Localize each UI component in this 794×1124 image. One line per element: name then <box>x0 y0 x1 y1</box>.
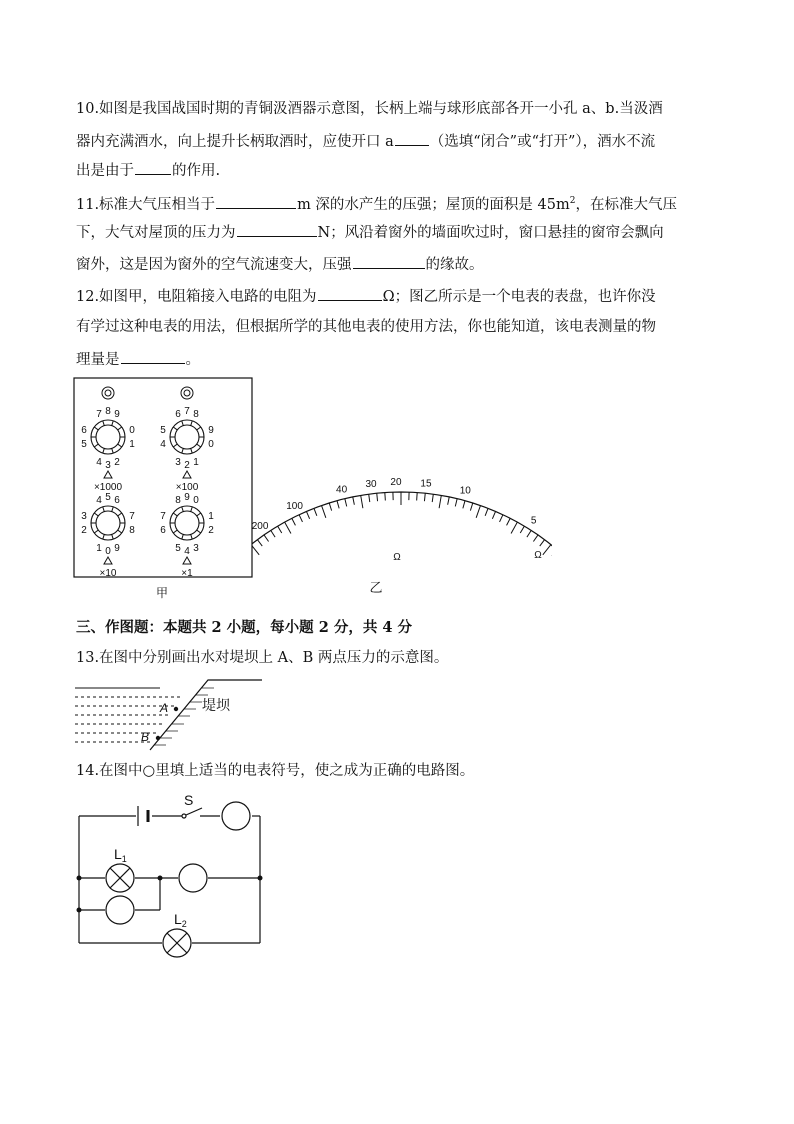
dial-digit: 3 <box>81 511 87 522</box>
dial-digit: 1 <box>96 543 102 554</box>
dial-knob <box>81 492 135 579</box>
terminal-left-icon <box>102 387 114 399</box>
dial-digit: 2 <box>81 525 87 536</box>
scale-tick <box>492 511 495 518</box>
scale-tick <box>278 526 282 533</box>
answer-blank[interactable] <box>318 286 382 301</box>
point-b-marker <box>156 736 160 740</box>
dial-knob <box>81 406 135 493</box>
battery-icon <box>138 806 148 826</box>
dial-multiplier: ×1000 <box>93 482 123 493</box>
scale-label: 30 <box>365 478 377 490</box>
scale-label: 20 <box>390 477 402 489</box>
pointer-triangle-icon <box>104 471 112 478</box>
answer-blank[interactable] <box>395 131 429 146</box>
dial-digit: 2 <box>184 460 190 471</box>
dial-digit: 0 <box>105 546 111 557</box>
dial-digit: 4 <box>160 439 166 450</box>
scale-tick <box>543 545 551 555</box>
lamp-l2-label: $L_2$ <box>174 911 187 929</box>
scale-tick <box>432 494 433 502</box>
answer-blank[interactable] <box>216 194 296 209</box>
meter-slot-middle[interactable] <box>179 864 207 892</box>
scale-tick <box>448 497 450 505</box>
q14-text: 14.在图中○里填上适当的电表符号，使之成为正确的电路图。 <box>76 763 475 779</box>
scale-tick <box>533 535 538 542</box>
terminal-right-icon <box>181 387 193 399</box>
lamp-l2-icon <box>163 929 191 957</box>
dial-knob <box>160 406 214 493</box>
dial-digit: 2 <box>114 457 120 468</box>
pointer-triangle-icon <box>183 557 191 564</box>
scale-tick <box>511 522 517 533</box>
scale-tick <box>345 499 347 507</box>
scale-tick <box>329 503 331 511</box>
dial-knob <box>160 492 214 579</box>
ohmmeter-dial-figure <box>252 470 552 610</box>
dial-digit: 8 <box>105 406 111 417</box>
lamp-l1-icon <box>106 864 134 892</box>
scale-tick <box>361 495 363 508</box>
dial-digit: 5 <box>175 543 181 554</box>
scale-tick <box>353 497 355 505</box>
scale-tick <box>507 518 511 525</box>
scale-tick <box>369 494 370 502</box>
point-a-marker <box>174 707 178 711</box>
figure-caption-jia: 甲 <box>155 586 169 600</box>
scale-tick <box>476 506 480 518</box>
unit-ohm-right: Ω <box>534 550 542 561</box>
unit-ohm-center: Ω <box>393 552 401 563</box>
dial-digit: 4 <box>184 546 190 557</box>
scale-label: 40 <box>336 484 348 496</box>
scale-tick <box>500 515 503 522</box>
dial-digit: 8 <box>193 409 199 420</box>
dial-digit: 0 <box>193 495 199 506</box>
q12-line2: 有学过这种电表的用法，但根据所学的其他电表的使用方法，你也能知道，该电表测量的物 <box>76 319 656 335</box>
scale-tick <box>385 493 386 501</box>
pointer-triangle-icon <box>183 471 191 478</box>
answer-blank[interactable] <box>135 160 171 175</box>
scale-tick <box>417 493 418 501</box>
dial-digit: 4 <box>96 457 102 468</box>
circuit-figure <box>70 788 270 968</box>
point-a-label: A <box>160 701 169 715</box>
dial-digit: 9 <box>208 425 214 436</box>
scale-tick <box>314 508 317 515</box>
scale-tick <box>377 493 378 501</box>
q13-text: 13.在图中分别画出水对堤坝上 A、B 两点压力的示意图。 <box>76 650 449 666</box>
scale-label: 15 <box>420 478 432 490</box>
scale-tick <box>337 501 339 509</box>
meter-slot-top[interactable] <box>222 802 250 830</box>
dial-multiplier: ×10 <box>99 568 117 579</box>
scale-tick <box>257 540 262 546</box>
dam-label: 堤坝 <box>202 697 230 713</box>
dam-figure <box>72 672 272 756</box>
q10-line3: 出是由于 的作用. <box>76 160 220 181</box>
scale-tick <box>540 540 545 546</box>
dial-digit: 1 <box>208 511 214 522</box>
scale-tick <box>292 518 296 525</box>
answer-blank[interactable] <box>121 349 185 364</box>
switch-icon <box>182 808 202 818</box>
scale-label: 200 <box>252 521 269 533</box>
q10-line1: 10.如图是我国战国时期的青铜汲酒器示意图，长柄上端与球形底部各开一小孔 a、b.当汲酒 <box>76 101 663 117</box>
dial-digit: 3 <box>193 543 199 554</box>
scale-tick <box>470 503 472 511</box>
scale-tick <box>463 501 465 509</box>
scale-label: 100 <box>286 501 303 513</box>
dial-digit: 7 <box>129 511 135 522</box>
scale-tick <box>285 522 291 533</box>
q11-line1: 11.标准大气压相当于 m 深的水产生的压强；屋顶的面积是 $45m^2$，在标准大气压 <box>76 191 677 215</box>
lamp-l1-label: $L_1$ <box>114 846 127 864</box>
dial-digit: 9 <box>114 543 120 554</box>
section-heading: 三、作图题：本题共 2 小题，每小题 2 分，共 4 分 <box>76 619 413 636</box>
dial-digit: 6 <box>81 425 87 436</box>
scale-tick <box>485 508 488 515</box>
switch-label: S <box>184 792 194 808</box>
scale-tick <box>439 495 441 508</box>
dial-digit: 9 <box>114 409 120 420</box>
dial-digit: 6 <box>114 495 120 506</box>
dial-digit: 0 <box>129 425 135 436</box>
q10-line2: 器内充满酒水，向上提升长柄取酒时，应使开口 a （选填“闭合”或“打开”），酒水不流 <box>76 131 655 152</box>
dial-digit: 3 <box>175 457 181 468</box>
dial-digit: 8 <box>175 495 181 506</box>
scale-label: 10 <box>459 485 471 497</box>
dial-digit: 7 <box>96 409 102 420</box>
dial-digit: 9 <box>184 492 190 503</box>
meter-slot-left[interactable] <box>106 896 134 924</box>
figure-caption-yi: 乙 <box>369 580 383 595</box>
scale-tick <box>520 526 524 533</box>
scale-tick <box>322 506 326 518</box>
q12-line3: 理量是 。 <box>76 349 200 370</box>
scale-tick <box>455 499 457 507</box>
dial-digit: 6 <box>175 409 181 420</box>
scale-label: 5 <box>530 515 537 527</box>
resistance-box-figure <box>70 375 256 607</box>
dial-digit: 4 <box>96 495 102 506</box>
dial-digit: 0 <box>208 439 214 450</box>
dial-digit: 3 <box>105 460 111 471</box>
scale-tick <box>264 535 269 542</box>
pointer-triangle-icon <box>104 557 112 564</box>
scale-tick <box>527 530 531 537</box>
junction-dots <box>77 876 263 913</box>
q11-line3: 窗外，这是因为窗外的空气流速变大，压强 的缘故。 <box>76 254 484 275</box>
q11-line2: 下，大气对屋顶的压力为 N；风沿着窗外的墙面吹过时，窗口悬挂的窗帘会飘向 <box>76 222 664 243</box>
dial-digit: 7 <box>184 406 190 417</box>
q12-line1: 12.如图甲，电阻箱接入电路的电阻为 Ω；图乙所示是一个电表的表盘，也许你没 <box>76 286 656 307</box>
scale-tick <box>306 511 309 518</box>
scale-tick <box>271 530 275 537</box>
dial-digit: 8 <box>129 525 135 536</box>
dial-multiplier: ×100 <box>175 482 199 493</box>
dial-digit: 7 <box>160 511 166 522</box>
dial-multiplier: ×1 <box>181 568 193 579</box>
scale-tick <box>424 493 425 501</box>
scale-tick <box>299 515 302 522</box>
dial-digit: 5 <box>81 439 87 450</box>
dial-digit: 1 <box>193 457 199 468</box>
answer-blank[interactable] <box>353 254 425 269</box>
answer-blank[interactable] <box>237 222 317 237</box>
scale-tick <box>252 545 259 555</box>
dial-digit: 6 <box>160 525 166 536</box>
point-b-label: B <box>141 730 150 744</box>
dial-digit: 5 <box>105 492 111 503</box>
dial-digit: 5 <box>160 425 166 436</box>
dial-digit: 1 <box>129 439 135 450</box>
dial-digit: 2 <box>208 525 214 536</box>
